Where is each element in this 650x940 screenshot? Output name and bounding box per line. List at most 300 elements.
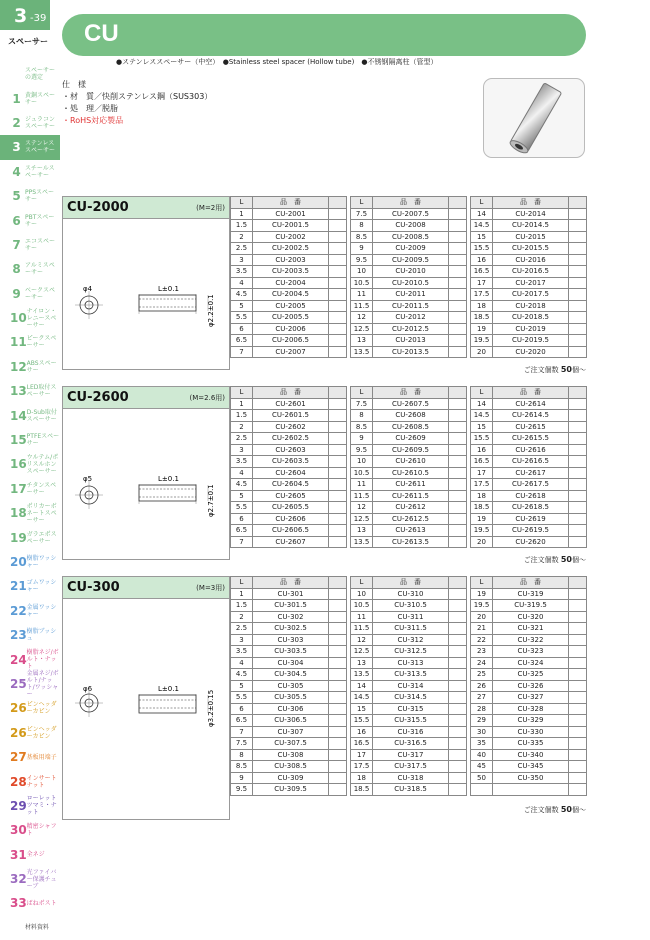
sidebar-item-34[interactable] [0,891,60,915]
length-cell: 11.5 [351,300,373,312]
blank-cell [449,479,467,491]
sidebar-item-31[interactable] [0,818,60,842]
part-number-cell: CU-312 [373,634,449,646]
sidebar-item-27[interactable] [0,721,60,745]
blank-cell [329,600,347,612]
length-cell: 17 [471,277,493,289]
part-number-cell: CU-2002.5 [253,243,329,255]
table-row [351,421,467,433]
sidebar-item-13[interactable] [0,379,60,403]
sidebar-item-15[interactable] [0,428,60,452]
table-row [351,738,467,750]
header-part-number: 品 番 [373,577,449,589]
table-row [351,749,467,761]
sidebar-item-22[interactable] [0,599,60,623]
table-row [231,738,347,750]
length-cell: 18.5 [351,784,373,796]
length-cell: 13.5 [351,346,373,358]
length-cell: 12.5 [351,646,373,658]
page-number: 3 [14,5,28,27]
inner-diameter-label: φ2.2±0.1 [207,294,215,327]
length-cell: 9 [351,433,373,445]
page-title: CU [84,20,119,47]
sidebar-item-19[interactable] [0,525,60,549]
blank-cell [449,277,467,289]
table-row [351,623,467,635]
length-cell: 6 [231,323,253,335]
table-row [351,525,467,537]
part-number-cell: CU-345 [493,761,569,773]
part-number-cell: CU-2614.5 [493,410,569,422]
sidebar-item-35[interactable] [0,916,60,940]
sidebar-item-label: PPSスペーサー [25,189,55,204]
part-number-cell: CU-2618.5 [493,502,569,514]
sidebar-item-number: 30 [10,823,27,838]
table-row [231,421,347,433]
part-number-cell: CU-308.5 [253,761,329,773]
length-cell: 16.5 [351,738,373,750]
parts-table-cu-2600-col-3 [470,386,587,548]
sidebar-item-label: エコスペーサー [25,237,56,252]
length-cell: 19.5 [471,600,493,612]
blank-cell [329,634,347,646]
blank-cell [569,726,587,738]
sidebar-item-3[interactable] [0,135,60,159]
blank-cell [449,634,467,646]
blank-cell [329,525,347,537]
part-number-cell: CU-2609.5 [373,444,449,456]
length-cell: 1 [231,588,253,600]
blank-cell [329,243,347,255]
section-caption [63,197,229,219]
length-cell: 1.5 [231,220,253,232]
part-number-cell: CU-317.5 [373,761,449,773]
blank-cell [569,703,587,715]
length-cell: 8 [231,749,253,761]
sidebar-item-label: 黄銅スペーサー [25,91,56,106]
table-row [231,312,347,324]
part-number-cell: CU-2018.5 [493,312,569,324]
length-cell: 14.5 [351,692,373,704]
sidebar-item-21[interactable] [0,574,60,598]
model-note: (M=2.6用) [189,393,225,402]
table-row [231,600,347,612]
blank-cell [569,502,587,514]
table-row [231,772,347,784]
sidebar-item-6[interactable] [0,208,60,232]
part-number-cell: CU-324 [493,657,569,669]
blank-cell [569,761,587,773]
sidebar-item-label: ガラエポスペーサー [26,530,57,545]
blank-cell [569,536,587,548]
part-number-cell: CU-313.5 [373,669,449,681]
length-cell: 9.5 [231,784,253,796]
length-cell: 14.5 [471,220,493,232]
length-cell: 7.5 [351,208,373,220]
length-cell: 25 [471,669,493,681]
sidebar-item-30[interactable] [0,794,60,818]
length-cell: 14 [351,680,373,692]
table-row [351,536,467,548]
part-number-cell: CU-319.5 [493,600,569,612]
length-cell: 12.5 [351,513,373,525]
table-row [471,588,587,600]
table-row [231,220,347,232]
part-number-cell: CU-303.5 [253,646,329,658]
blank-cell [449,444,467,456]
table-row [231,277,347,289]
table-row [471,346,587,358]
sidebar-item-label: 樹脂ネジ/ボルト・ナット [26,649,59,671]
part-number-cell: CU-302.5 [253,623,329,635]
part-number-cell: CU-317 [373,749,449,761]
part-number-cell: CU-328 [493,703,569,715]
length-cell: 7.5 [231,738,253,750]
table-row [351,243,467,255]
blank-cell [449,703,467,715]
sidebar-item-14[interactable] [0,403,60,427]
table-row [471,220,587,232]
blank-cell [569,398,587,410]
blank-cell [569,513,587,525]
outer-diameter-label: φ4 [83,285,93,293]
part-number-cell: CU-2005.5 [253,312,329,324]
table-row [351,761,467,773]
blank-cell [569,738,587,750]
length-cell: 5 [231,680,253,692]
part-number-cell: CU-2017 [493,277,569,289]
length-cell: 10 [351,266,373,278]
length-cell: 14 [471,208,493,220]
blank-cell [569,669,587,681]
part-number-cell: CU-2609 [373,433,449,445]
blank-cell [569,772,587,784]
model-note: (M=3用) [196,583,225,592]
length-cell: 13 [351,657,373,669]
part-number-cell: CU-2608 [373,410,449,422]
header-part-number: 品 番 [373,387,449,399]
sidebar-item-number: 3 [12,140,21,155]
length-cell: 15.5 [471,243,493,255]
table-row [351,254,467,266]
sidebar-item-number: 11 [10,335,27,350]
table-row [231,715,347,727]
sidebar-item-12[interactable] [0,355,60,379]
blank-cell [569,715,587,727]
blank-cell [449,220,467,232]
table-row [351,784,467,796]
sidebar-item-number: 20 [10,555,27,569]
blank-cell [449,761,467,773]
part-number-cell: CU-2607.5 [373,398,449,410]
sidebar-item-number: 4 [12,164,21,179]
part-number-cell: CU-323 [493,646,569,658]
part-number-cell: CU-316.5 [373,738,449,750]
length-cell: 12 [351,634,373,646]
table-row [231,467,347,479]
part-number-cell: CU-2016.5 [493,266,569,278]
table-row [231,525,347,537]
length-cell: 2.5 [231,623,253,635]
sidebar-item-23[interactable] [0,623,60,647]
table-row [471,289,587,301]
blank-cell [569,525,587,537]
table-row [231,490,347,502]
drawing-panel-cu-2000 [62,196,230,370]
table-row [471,738,587,750]
table-header [471,577,587,589]
header-extra [449,197,467,209]
length-cell: 26 [471,680,493,692]
part-number-cell: CU-2012 [373,312,449,324]
sidebar-item-number: 26 [10,725,27,740]
min-order-qty: 50 [560,365,572,374]
table-header [351,197,467,209]
table-row [231,433,347,445]
blank-cell [329,502,347,514]
table-header [231,197,347,209]
sidebar-item-5[interactable] [0,184,60,208]
blank-cell [329,231,347,243]
sidebar-item-label: D-Sub取付スペーサー [26,408,57,423]
table-row [351,312,467,324]
sidebar-item-number: 6 [12,213,21,228]
blank-cell [569,444,587,456]
table-row [231,611,347,623]
length-cell: 18 [471,300,493,312]
sidebar-item-number: 18 [10,506,27,521]
table-row [351,277,467,289]
length-cell: 13 [351,525,373,537]
table-row [471,669,587,681]
sidebar-item-8[interactable] [0,257,60,281]
part-number-cell: CU-2013.5 [373,346,449,358]
length-cell: 12 [351,312,373,324]
length-label: L±0.1 [158,685,179,693]
blank-cell [569,300,587,312]
length-cell: 10 [351,456,373,468]
sidebar-item-10[interactable] [0,306,60,330]
blank-cell [569,657,587,669]
table-row [231,623,347,635]
sidebar-item-16[interactable] [0,452,60,476]
sidebar-item-24[interactable] [0,647,60,671]
table-row [471,456,587,468]
drawing-panel-cu-2600 [62,386,230,560]
part-number-cell: CU-2008 [373,220,449,232]
table-row [351,513,467,525]
table-row [471,323,587,335]
header-extra [329,387,347,399]
part-number-cell: CU-2601 [253,398,329,410]
blank-cell [569,433,587,445]
table-row [351,715,467,727]
table-row [231,761,347,773]
sidebar-item-18[interactable] [0,501,60,525]
sidebar-item-28[interactable] [0,745,60,769]
part-number-cell: CU-2011.5 [373,300,449,312]
blank-cell [449,254,467,266]
table-row [471,715,587,727]
min-order-qty: 50 [560,555,572,564]
part-number-cell: CU-2619.5 [493,525,569,537]
sidebar-item-label: 金属ネジ/ボルト/ナット/ワッシャー [26,669,59,698]
sidebar-item-label: ナイロン・レニースペーサー [26,307,57,329]
sidebar-item-33[interactable] [0,867,60,891]
page-category: スペーサー [8,37,48,46]
length-cell: 9 [351,243,373,255]
sidebar-item-17[interactable] [0,477,60,501]
blank-cell [449,312,467,324]
blank-cell [449,456,467,468]
sidebar-item-25[interactable] [0,669,60,698]
blank-cell [329,715,347,727]
sidebar-item-label: ウルテム/ポリスルホンスペーサー [26,453,59,475]
blank-cell [449,646,467,658]
part-number-cell: CU-2001.5 [253,220,329,232]
length-cell: 5 [231,300,253,312]
sidebar-item-number: 23 [10,628,27,643]
table-row [471,657,587,669]
length-cell: 5.5 [231,502,253,514]
length-cell: 9.5 [351,444,373,456]
length-cell: 17 [351,749,373,761]
table-row [471,772,587,784]
table-row [351,680,467,692]
part-number-cell: CU-306 [253,703,329,715]
length-cell: 4.5 [231,669,253,681]
part-number-cell: CU-329 [493,715,569,727]
blank-cell [569,335,587,347]
sidebar-item-1[interactable] [0,86,60,110]
header-part-number: 品 番 [253,197,329,209]
table-row [231,657,347,669]
part-number-cell: CU-340 [493,749,569,761]
length-cell: 30 [471,726,493,738]
sidebar-item-20[interactable] [0,550,60,574]
blank-cell [449,323,467,335]
table-row [471,513,587,525]
table-row [231,536,347,548]
sidebar-item-label: ポリカーボネートスペーサー [26,502,57,524]
blank-cell [329,323,347,335]
sidebar-item-2[interactable] [0,111,60,135]
sidebar-item-4[interactable] [0,160,60,184]
table-row [351,289,467,301]
part-number-cell: CU-2616.5 [493,456,569,468]
table-row [471,479,587,491]
length-cell: 11 [351,479,373,491]
part-number-cell: CU-305.5 [253,692,329,704]
sidebar-item-number: 2 [12,115,21,130]
parts-table-cu-300-col-2 [350,576,467,796]
sidebar-item-number: 21 [10,579,27,594]
sidebar-item-0[interactable] [0,62,60,86]
blank-cell [329,479,347,491]
part-number-cell: CU-2002 [253,231,329,243]
part-number-cell: CU-310 [373,588,449,600]
part-number-cell: CU-320 [493,611,569,623]
sidebar-item-label: 樹脂ブッシュ [26,628,57,643]
part-number-cell: CU-327 [493,692,569,704]
table-row [231,346,347,358]
end-view [75,291,103,319]
sidebar-item-9[interactable] [0,282,60,306]
length-cell: 29 [471,715,493,727]
length-label: L±0.1 [158,475,179,483]
blank-cell [329,266,347,278]
table-row [231,502,347,514]
spec-rohs: ・RoHS対応製品 [62,116,124,125]
blank-cell [449,502,467,514]
spacer-drawing [63,219,231,369]
table-row [231,289,347,301]
table-row [231,243,347,255]
blank-cell [449,784,467,796]
part-number-cell: CU-2006.5 [253,335,329,347]
blank-cell [449,243,467,255]
length-cell: 15.5 [471,433,493,445]
length-cell: 5.5 [231,312,253,324]
table-row [351,410,467,422]
part-number-cell: CU-2003 [253,254,329,266]
sidebar-item-number: 17 [10,481,27,496]
sidebar-item-7[interactable] [0,233,60,257]
blank-cell [329,669,347,681]
blank-cell [449,536,467,548]
part-number-cell: CU-2010 [373,266,449,278]
table-header [231,387,347,399]
part-number-cell: CU-311.5 [373,623,449,635]
blank-cell [569,346,587,358]
length-cell: 10.5 [351,600,373,612]
part-number-cell: CU-2613.5 [373,536,449,548]
sidebar-item-32[interactable] [0,843,60,867]
table-row [351,220,467,232]
table-row [471,502,587,514]
sidebar-item-label: ピークスペーサー [26,335,57,350]
sidebar-item-29[interactable] [0,769,60,793]
table-row [471,680,587,692]
table-row [351,335,467,347]
min-order-note [524,555,586,565]
model-name: CU-2000 [67,200,129,215]
sidebar-item-number: 28 [10,774,27,789]
part-number-cell: CU-2613 [373,525,449,537]
blank-cell [329,300,347,312]
length-cell: 11.5 [351,490,373,502]
length-cell: 6 [231,513,253,525]
table-row [231,300,347,312]
table-row [471,433,587,445]
length-cell: 11 [351,289,373,301]
part-number-cell: CU-322 [493,634,569,646]
blank-cell [449,231,467,243]
sidebar-item-number: 5 [12,189,21,204]
header-length: L [351,387,373,399]
sidebar-item-26[interactable] [0,696,60,720]
part-number-cell: CU-2013 [373,335,449,347]
sidebar-item-11[interactable] [0,330,60,354]
table-row [471,243,587,255]
blank-cell [569,479,587,491]
blank-cell [329,421,347,433]
part-number-cell: CU-307 [253,726,329,738]
header-extra [569,197,587,209]
parts-table-cu-2000-col-3 [470,196,587,358]
table-row [471,525,587,537]
blank-cell [449,525,467,537]
